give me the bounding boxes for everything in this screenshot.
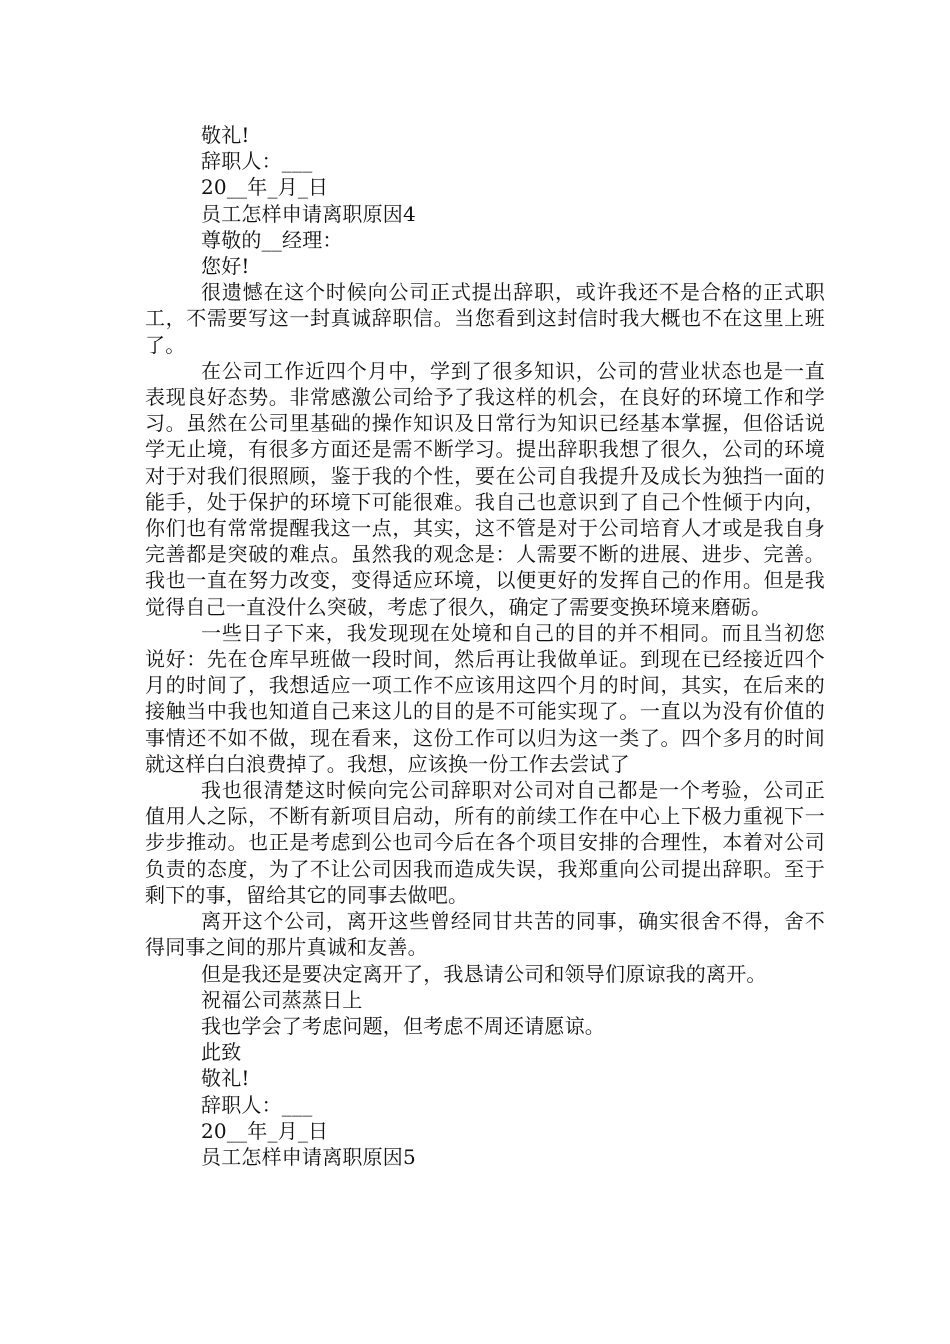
section-heading: 员工怎样申请离职原因4 [201,201,416,226]
body-paragraph: 我也很清楚这时候向完公司辞职对公司对自己都是一个考验，公司正值用人之际，不断有新项目启动，所有的前续工作在中心上下极力重视下一步步推动。也正是考虑到公也司今后在各个项目安排的合理性，本着对公司负责的态度，为了不让公司因我而造成失误，我郑重向公司提出辞职。至于剩下的事，留给其它的同事去做吧。 [145,778,825,907]
body-paragraph: 很遗憾在这个时候向公司正式提出辞职，或许我还不是合格的正式职工，不需要写这一封真诚辞职信。当您看到这封信时我大概也不在这里上班了。 [145,280,825,357]
resigner-line: 辞职人：___ [201,149,313,174]
body-paragraph: 离开这个公司，离开这些曾经同甘共苦的同事，确实很舍不得，舍不得同事之间的那片真诚和友善。 [145,909,825,960]
date-line: 20__年_月_日 [201,175,329,200]
section-heading: 员工怎样申请离职原因5 [201,1144,416,1169]
salute-line: 敬礼! [201,1066,250,1091]
closing-line: 此致 [201,1040,242,1065]
decision-line: 但是我还是要决定离开了，我恳请公司和领导们原谅我的离开。 [201,961,767,986]
body-paragraph: 在公司工作近四个月中，学到了很多知识，公司的营业状态也是一直表现良好态势。非常感激公司给予了我这样的机会，在良好的环境工作和学习。虽然在公司里基础的操作知识及日常行为知识已经基本掌握，但俗话说学无止境，有很多方面还是需不断学习。提出辞职我想了很久，公司的环境对于对我们很照顾，鉴于我的个性，要在公司自我提升及成长为独挡一面的能手，处于保护的环境下可能很难。我自己也意识到了自己个性倾于内向，你们也有常常提醒我这一点，其实，这不管是对于公司培育人才或是我自身完善都是突破的难点。虽然我的观念是：人需要不断的进展、进步、完善。我也一直在努力改变，变得适应环境，以便更好的发挥自己的作用。但是我觉得自己一直没什么突破，考虑了很久，确定了需要变换环境来磨砺。 [145,358,825,619]
blessing-line: 祝福公司蒸蒸日上 [201,987,363,1012]
apology-line: 我也学会了考虑问题，但考虑不周还请愿谅。 [201,1013,605,1038]
salute-line: 敬礼! [201,123,250,147]
document-page [145,122,825,1170]
body-paragraph: 一些日子下来，我发现现在处境和自己的目的并不相同。而且当初您说好：先在仓库早班做一段时间，然后再让我做单证。到现在已经接近四个月的时间了，我想适应一项工作不应该用这四个月的时间，其实，在后来的接触当中我也知道自己来这儿的目的是不可能实现了。一直以为没有价值的事情还不如不做，现在看来，这份工作可以归为这一类了。四个多月的时间就这样白白浪费掉了。我想，应该换一份工作去尝试了 [145,620,825,776]
greeting-hello: 您好! [201,254,250,279]
resigner-line: 辞职人：___ [201,1092,313,1117]
greeting-manager: 尊敬的__经理： [201,227,343,252]
date-line: 20__年_月_日 [201,1118,329,1143]
